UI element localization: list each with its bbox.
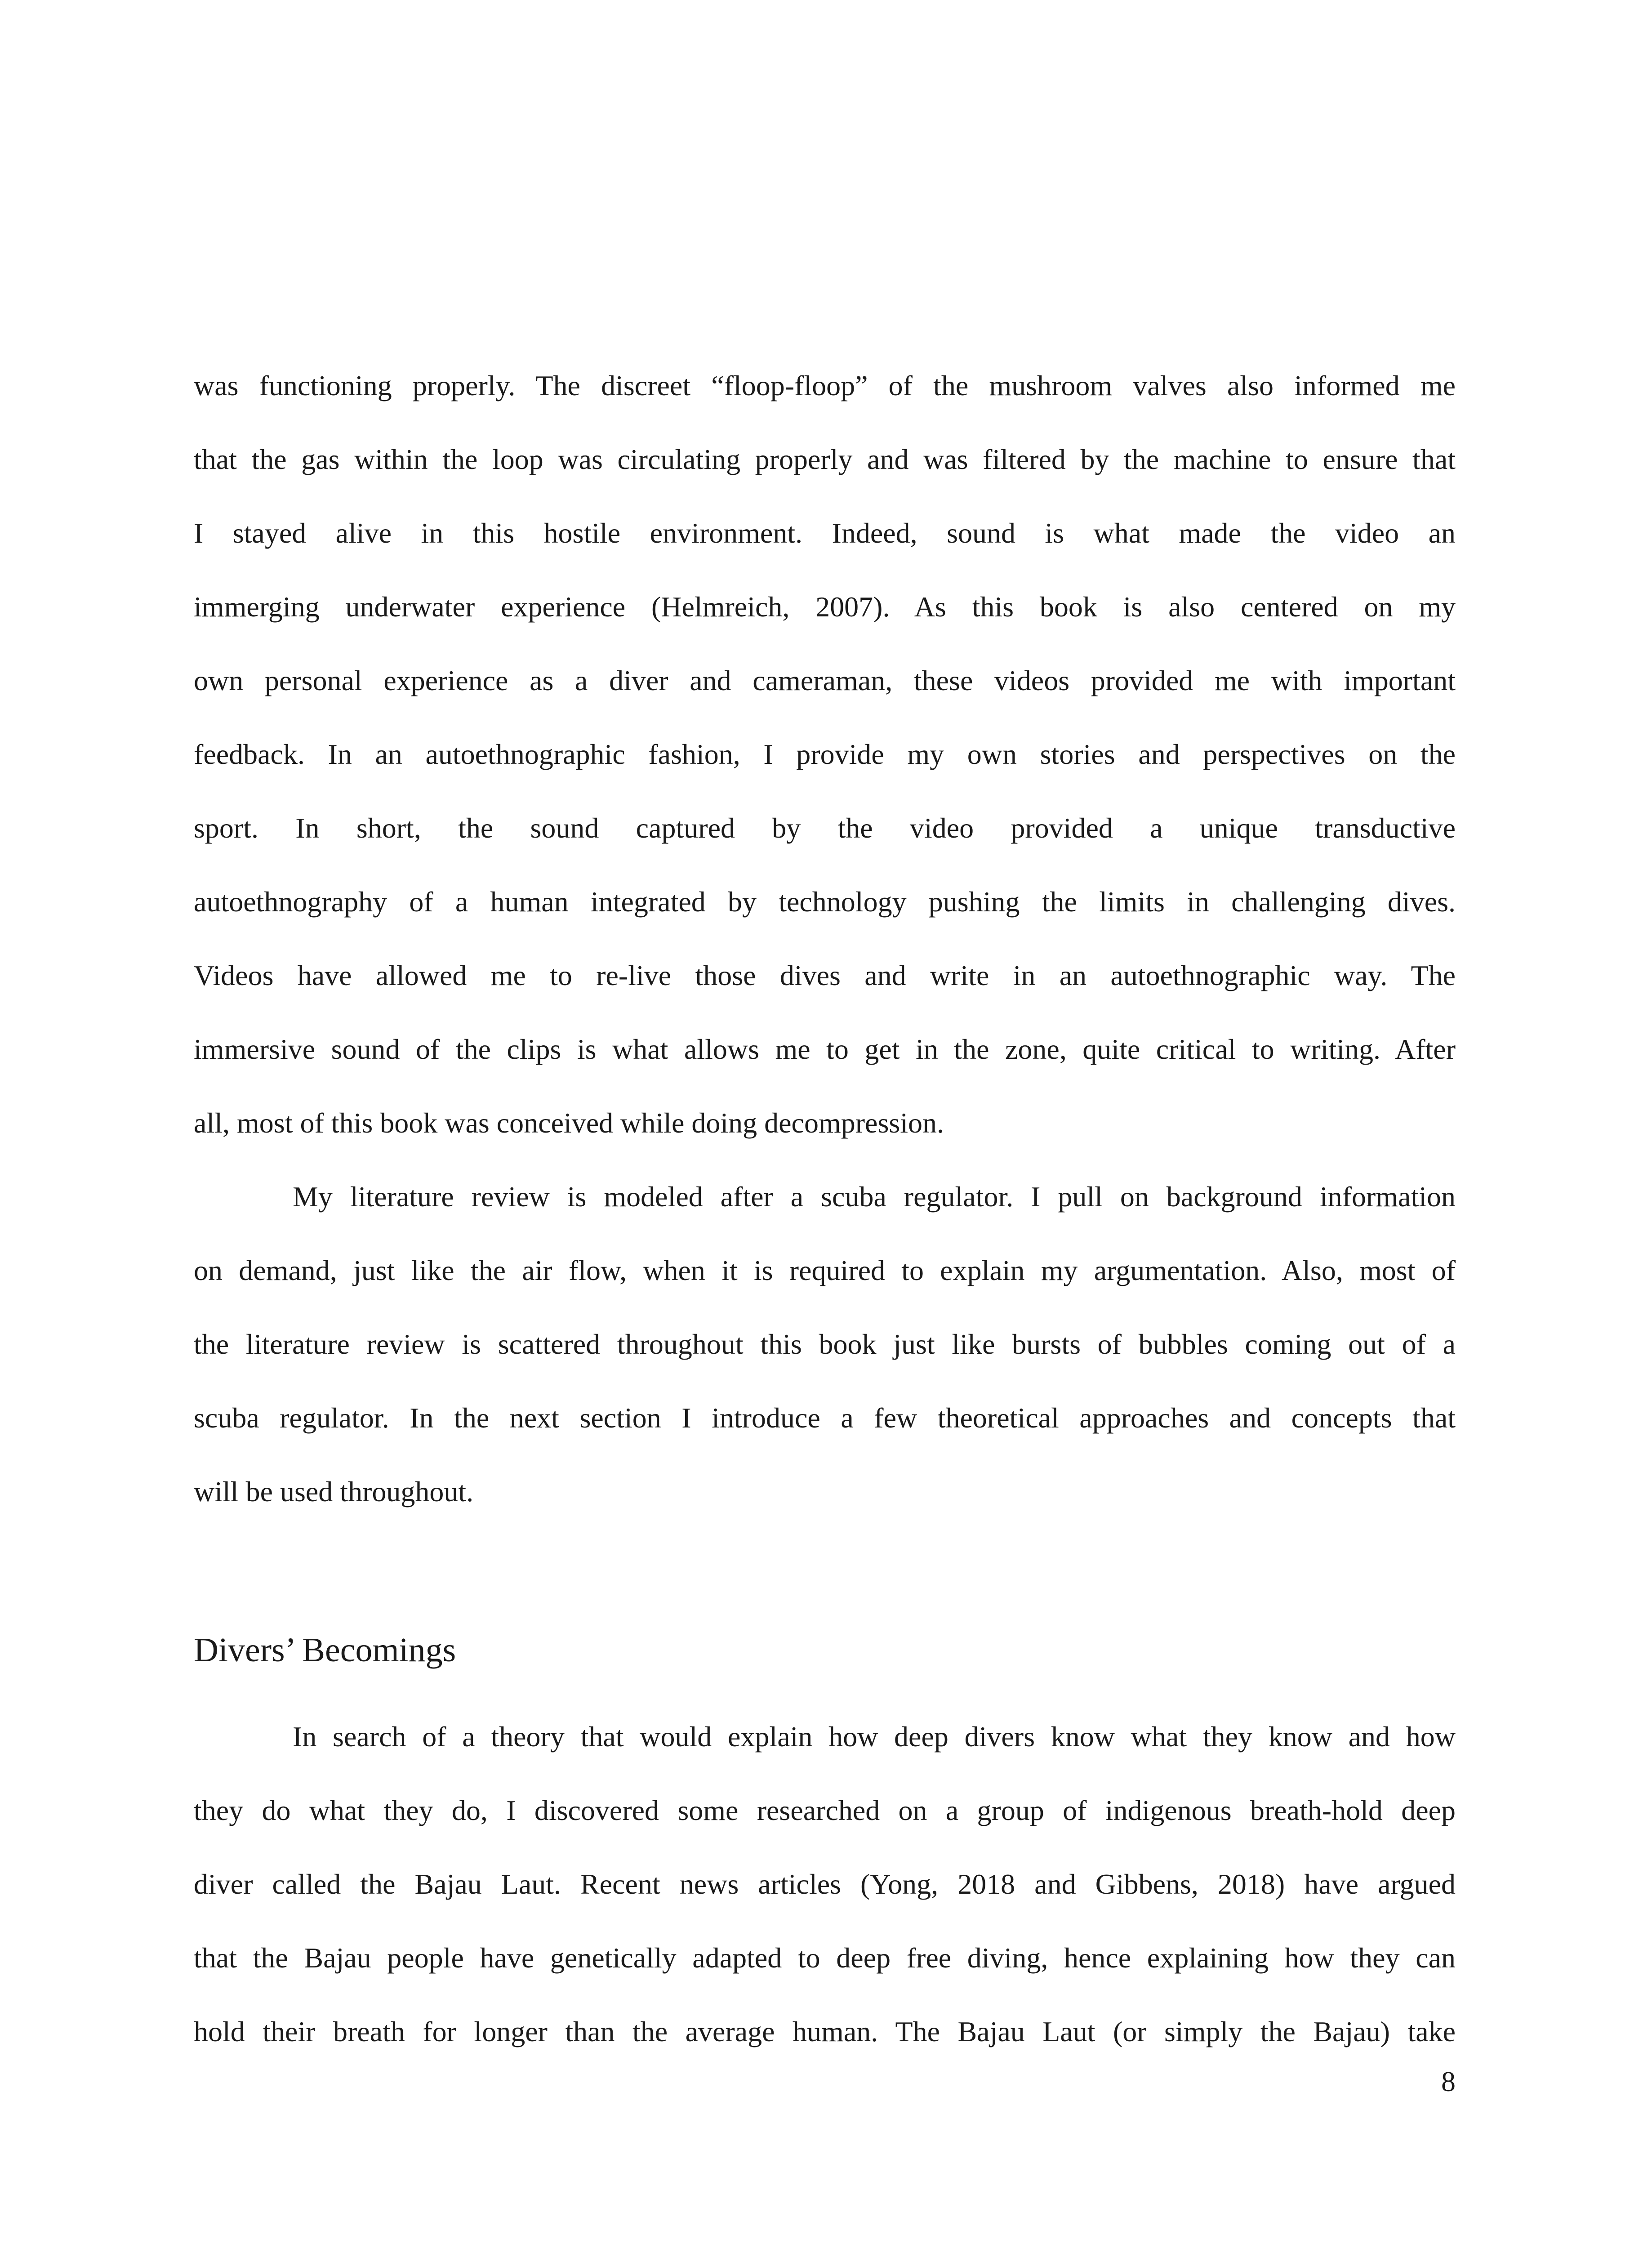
text-line: immersive sound of the clips is what allows me to get in the zone, quite critical to writing. After: [194, 1033, 1456, 1065]
section-heading: Divers’ Becomings: [194, 1631, 456, 1669]
text-line: they do what they do, I discovered some researched on a group of indigenous breath-hold deep: [194, 1794, 1456, 1826]
text-line: autoethnography of a human integrated by technology pushing the limits in challenging dives.: [194, 886, 1456, 918]
text-line: Videos have allowed me to re-live those dives and write in an autoethnographic way. The: [194, 959, 1456, 991]
text-line: that the gas within the loop was circulating properly and was filtered by the machine to ensure that: [194, 443, 1456, 475]
text-line: on demand, just like the air flow, when it is required to explain my argumentation. Also, most of: [194, 1254, 1456, 1286]
text-line: hold their breath for longer than the average human. The Bajau Laut (or simply the Bajau) take: [194, 2016, 1456, 2047]
text-line: In search of a theory that would explain how deep divers know what they know and how: [293, 1721, 1456, 1753]
text-line: I stayed alive in this hostile environment. Indeed, sound is what made the video an: [194, 517, 1456, 549]
text-line: sport. In short, the sound captured by the video provided a unique transductive: [194, 812, 1456, 844]
text-line: the literature review is scattered throughout this book just like bursts of bubbles coming out of a: [194, 1328, 1456, 1360]
text-line: that the Bajau people have genetically adapted to deep free diving, hence explaining how they can: [194, 1942, 1456, 1974]
text-line: diver called the Bajau Laut. Recent news articles (Yong, 2018 and Gibbens, 2018) have argued: [194, 1868, 1456, 1900]
text-line: feedback. In an autoethnographic fashion, I provide my own stories and perspectives on the: [194, 738, 1456, 770]
text-line: scuba regulator. In the next section I introduce a few theoretical approaches and concepts that: [194, 1402, 1456, 1434]
text-line: immerging underwater experience (Helmreich, 2007). As this book is also centered on my: [194, 591, 1456, 623]
text-line: was functioning properly. The discreet “floop-floop” of the mushroom valves also informed me: [194, 370, 1456, 401]
text-line: will be used throughout.: [194, 1476, 474, 1508]
page-number: 8: [1441, 2065, 1456, 2097]
text-line: My literature review is modeled after a scuba regulator. I pull on background information: [293, 1181, 1456, 1213]
text-line: own personal experience as a diver and cameraman, these videos provided me with important: [194, 665, 1456, 696]
text-line: all, most of this book was conceived while doing decompression.: [194, 1107, 944, 1139]
